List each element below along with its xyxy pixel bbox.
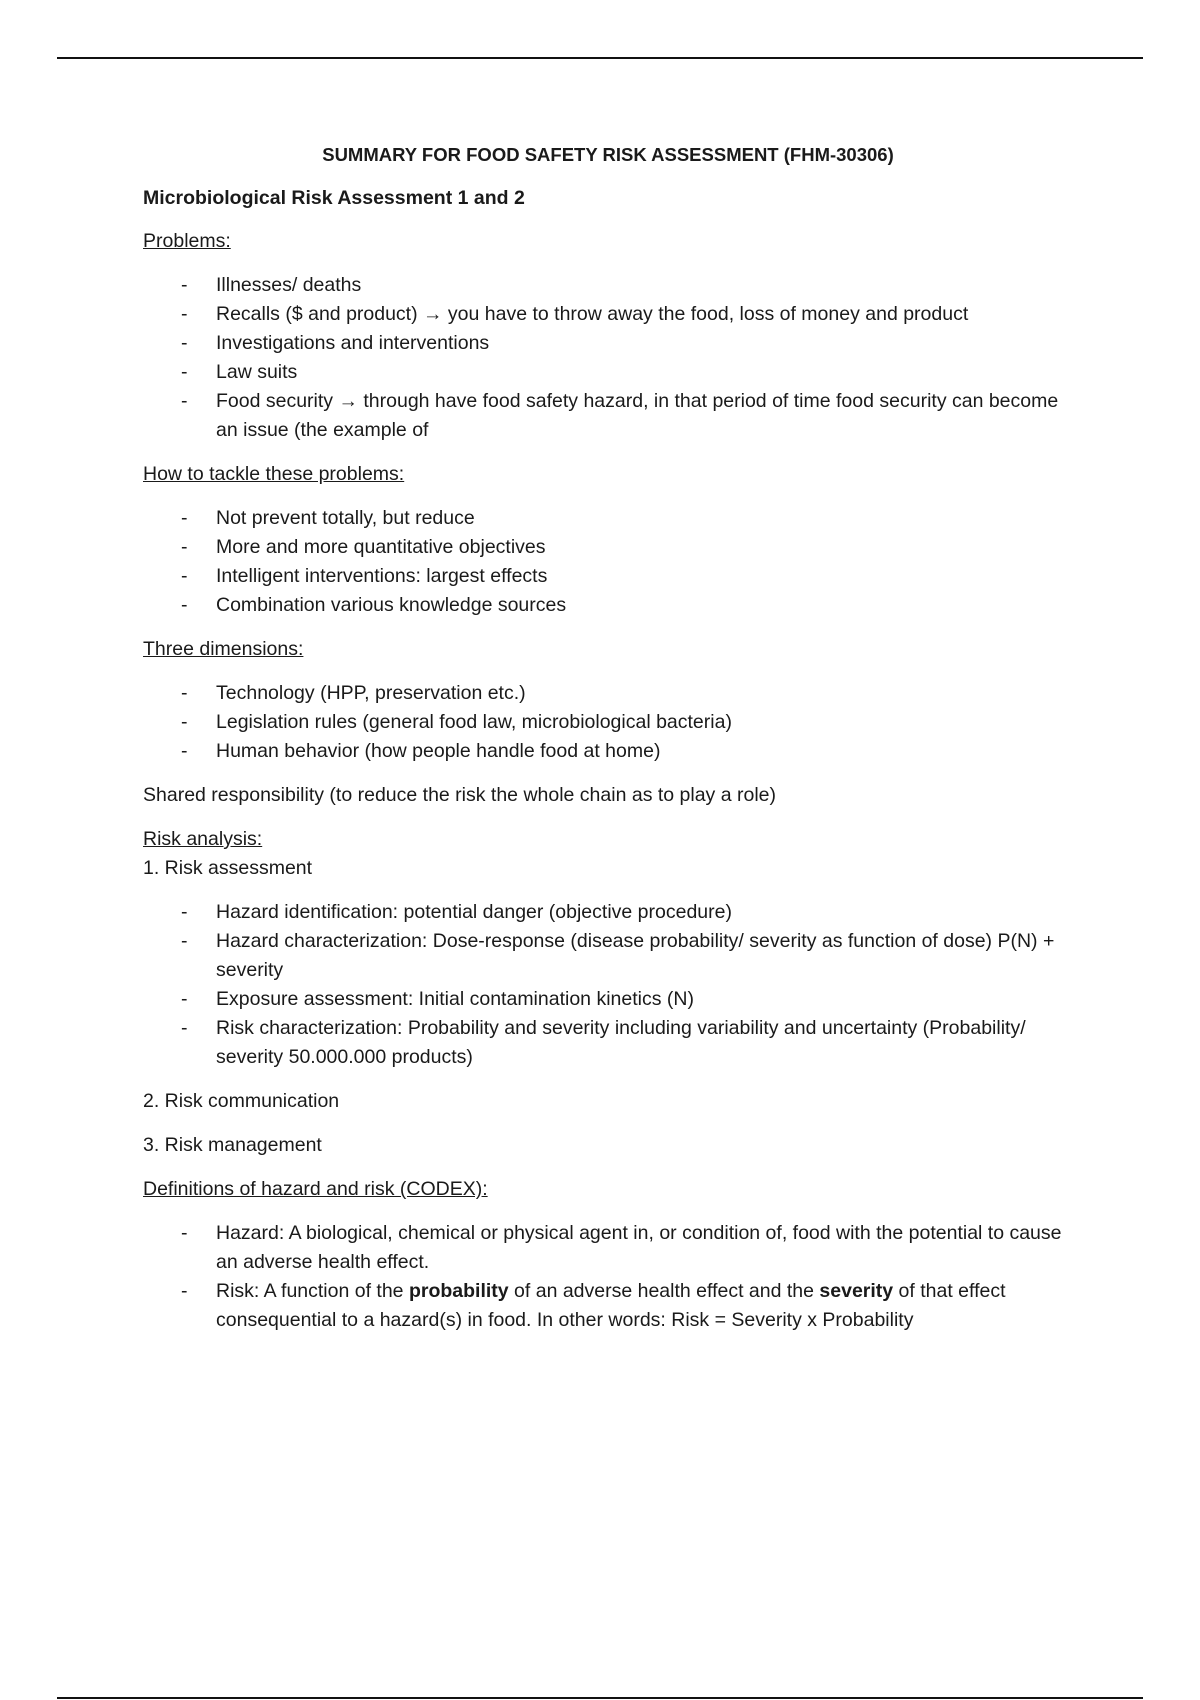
list-item-text: Technology (HPP, preservation etc.): [216, 682, 526, 704]
dash-bullet: -: [181, 390, 188, 412]
list-item: [143, 562, 1073, 591]
footer-rule: [57, 1697, 1143, 1699]
risk-communication-step: 2. Risk communication: [143, 1090, 340, 1112]
dash-bullet: -: [181, 1280, 188, 1302]
list-item: [143, 898, 1073, 927]
list-item: [143, 300, 1073, 329]
list-item: [143, 387, 1073, 445]
dash-bullet: -: [181, 682, 188, 704]
dimensions-heading: Three dimensions:: [143, 638, 304, 660]
dash-bullet: -: [181, 1017, 188, 1039]
list-item-text: Legislation rules (general food law, microbiological bacteria): [216, 711, 732, 733]
list-item: [143, 1277, 1073, 1335]
list-item: [143, 358, 1073, 387]
list-item-text: More and more quantitative objectives: [216, 536, 546, 558]
hazard-definition: Hazard: A biological, chemical or physical agent in, or condition of, food with the potential to cause an adverse health effect.: [216, 1222, 1062, 1273]
problems-list: [143, 271, 1073, 445]
list-item: [143, 504, 1073, 533]
dash-bullet: -: [181, 536, 188, 558]
list-item-text: Investigations and interventions: [216, 332, 490, 354]
document-title: SUMMARY FOR FOOD SAFETY RISK ASSESSMENT (FHM-30306): [322, 144, 894, 165]
list-item-text: Law suits: [216, 361, 298, 383]
dash-bullet: -: [181, 507, 188, 529]
list-item-text: Recalls ($ and product) → you have to throw away the food, loss of money and product: [216, 303, 969, 325]
list-item: [143, 679, 1073, 708]
dash-bullet: -: [181, 711, 188, 733]
list-item: [143, 737, 1073, 766]
dash-bullet: -: [181, 303, 188, 325]
list-item: [143, 591, 1073, 620]
risk-analysis-heading: Risk analysis:: [143, 828, 263, 850]
dash-bullet: -: [181, 361, 188, 383]
dash-bullet: -: [181, 274, 188, 296]
dash-bullet: -: [181, 332, 188, 354]
risk-definition: [216, 1280, 1006, 1331]
document-body: [143, 140, 1073, 1350]
list-item: [143, 329, 1073, 358]
list-item: [143, 1014, 1073, 1072]
list-item-text: Hazard characterization: Dose-response (disease probability/ severity as function of dose) P(N) + severity: [216, 930, 1055, 981]
list-item: [143, 985, 1073, 1014]
header-rule: [57, 57, 1143, 59]
list-item: [143, 1219, 1073, 1277]
dash-bullet: -: [181, 565, 188, 587]
list-item-text: Food security → through have food safety hazard, in that period of time food security can become an issue (the example of: [216, 390, 1059, 441]
dash-bullet: -: [181, 930, 188, 952]
list-item-text: Not prevent totally, but reduce: [216, 507, 475, 529]
risk-definition-part: of that effect consequential to a hazard(s) in food. In other words: Risk = Severity x Probability: [216, 1280, 1006, 1331]
probability-term: probability: [408, 1280, 509, 1302]
list-item-text: Intelligent interventions: largest effects: [216, 565, 548, 587]
list-item-text: Illnesses/ deaths: [216, 274, 362, 296]
list-item-text: Risk characterization: Probability and severity including variability and uncertainty (Probability/ severity 50.000.000 products): [216, 1017, 1026, 1068]
definitions-list: [143, 1219, 1073, 1335]
dimensions-list: [143, 679, 1073, 766]
risk-definition-part: of an adverse health effect and the: [508, 1280, 820, 1302]
risk-assessment-step: 1. Risk assessment: [143, 857, 313, 879]
list-item-text: Combination various knowledge sources: [216, 594, 567, 616]
risk-definition-part: Risk: A function of the: [216, 1280, 409, 1302]
list-item: [143, 533, 1073, 562]
list-item-text: Hazard identification: potential danger (objective procedure): [216, 901, 732, 923]
tackle-heading: How to tackle these problems:: [143, 463, 405, 485]
risk-assessment-list: [143, 898, 1073, 1072]
shared-responsibility-text: Shared responsibility (to reduce the risk the whole chain as to play a role): [143, 784, 776, 806]
list-item-text: Exposure assessment: Initial contamination kinetics (N): [216, 988, 694, 1010]
document-subtitle: Microbiological Risk Assessment 1 and 2: [143, 187, 525, 209]
dash-bullet: -: [181, 594, 188, 616]
list-item: [143, 708, 1073, 737]
severity-term: severity: [819, 1280, 894, 1302]
definitions-heading: Definitions of hazard and risk (CODEX):: [143, 1178, 488, 1200]
dash-bullet: -: [181, 901, 188, 923]
tackle-list: [143, 504, 1073, 620]
list-item-text: Human behavior (how people handle food at home): [216, 740, 661, 762]
dash-bullet: -: [181, 740, 188, 762]
list-item: [143, 927, 1073, 985]
dash-bullet: -: [181, 1222, 188, 1244]
dash-bullet: -: [181, 988, 188, 1010]
problems-heading: Problems:: [143, 230, 231, 252]
risk-management-step: 3. Risk management: [143, 1134, 322, 1156]
list-item: [143, 271, 1073, 300]
